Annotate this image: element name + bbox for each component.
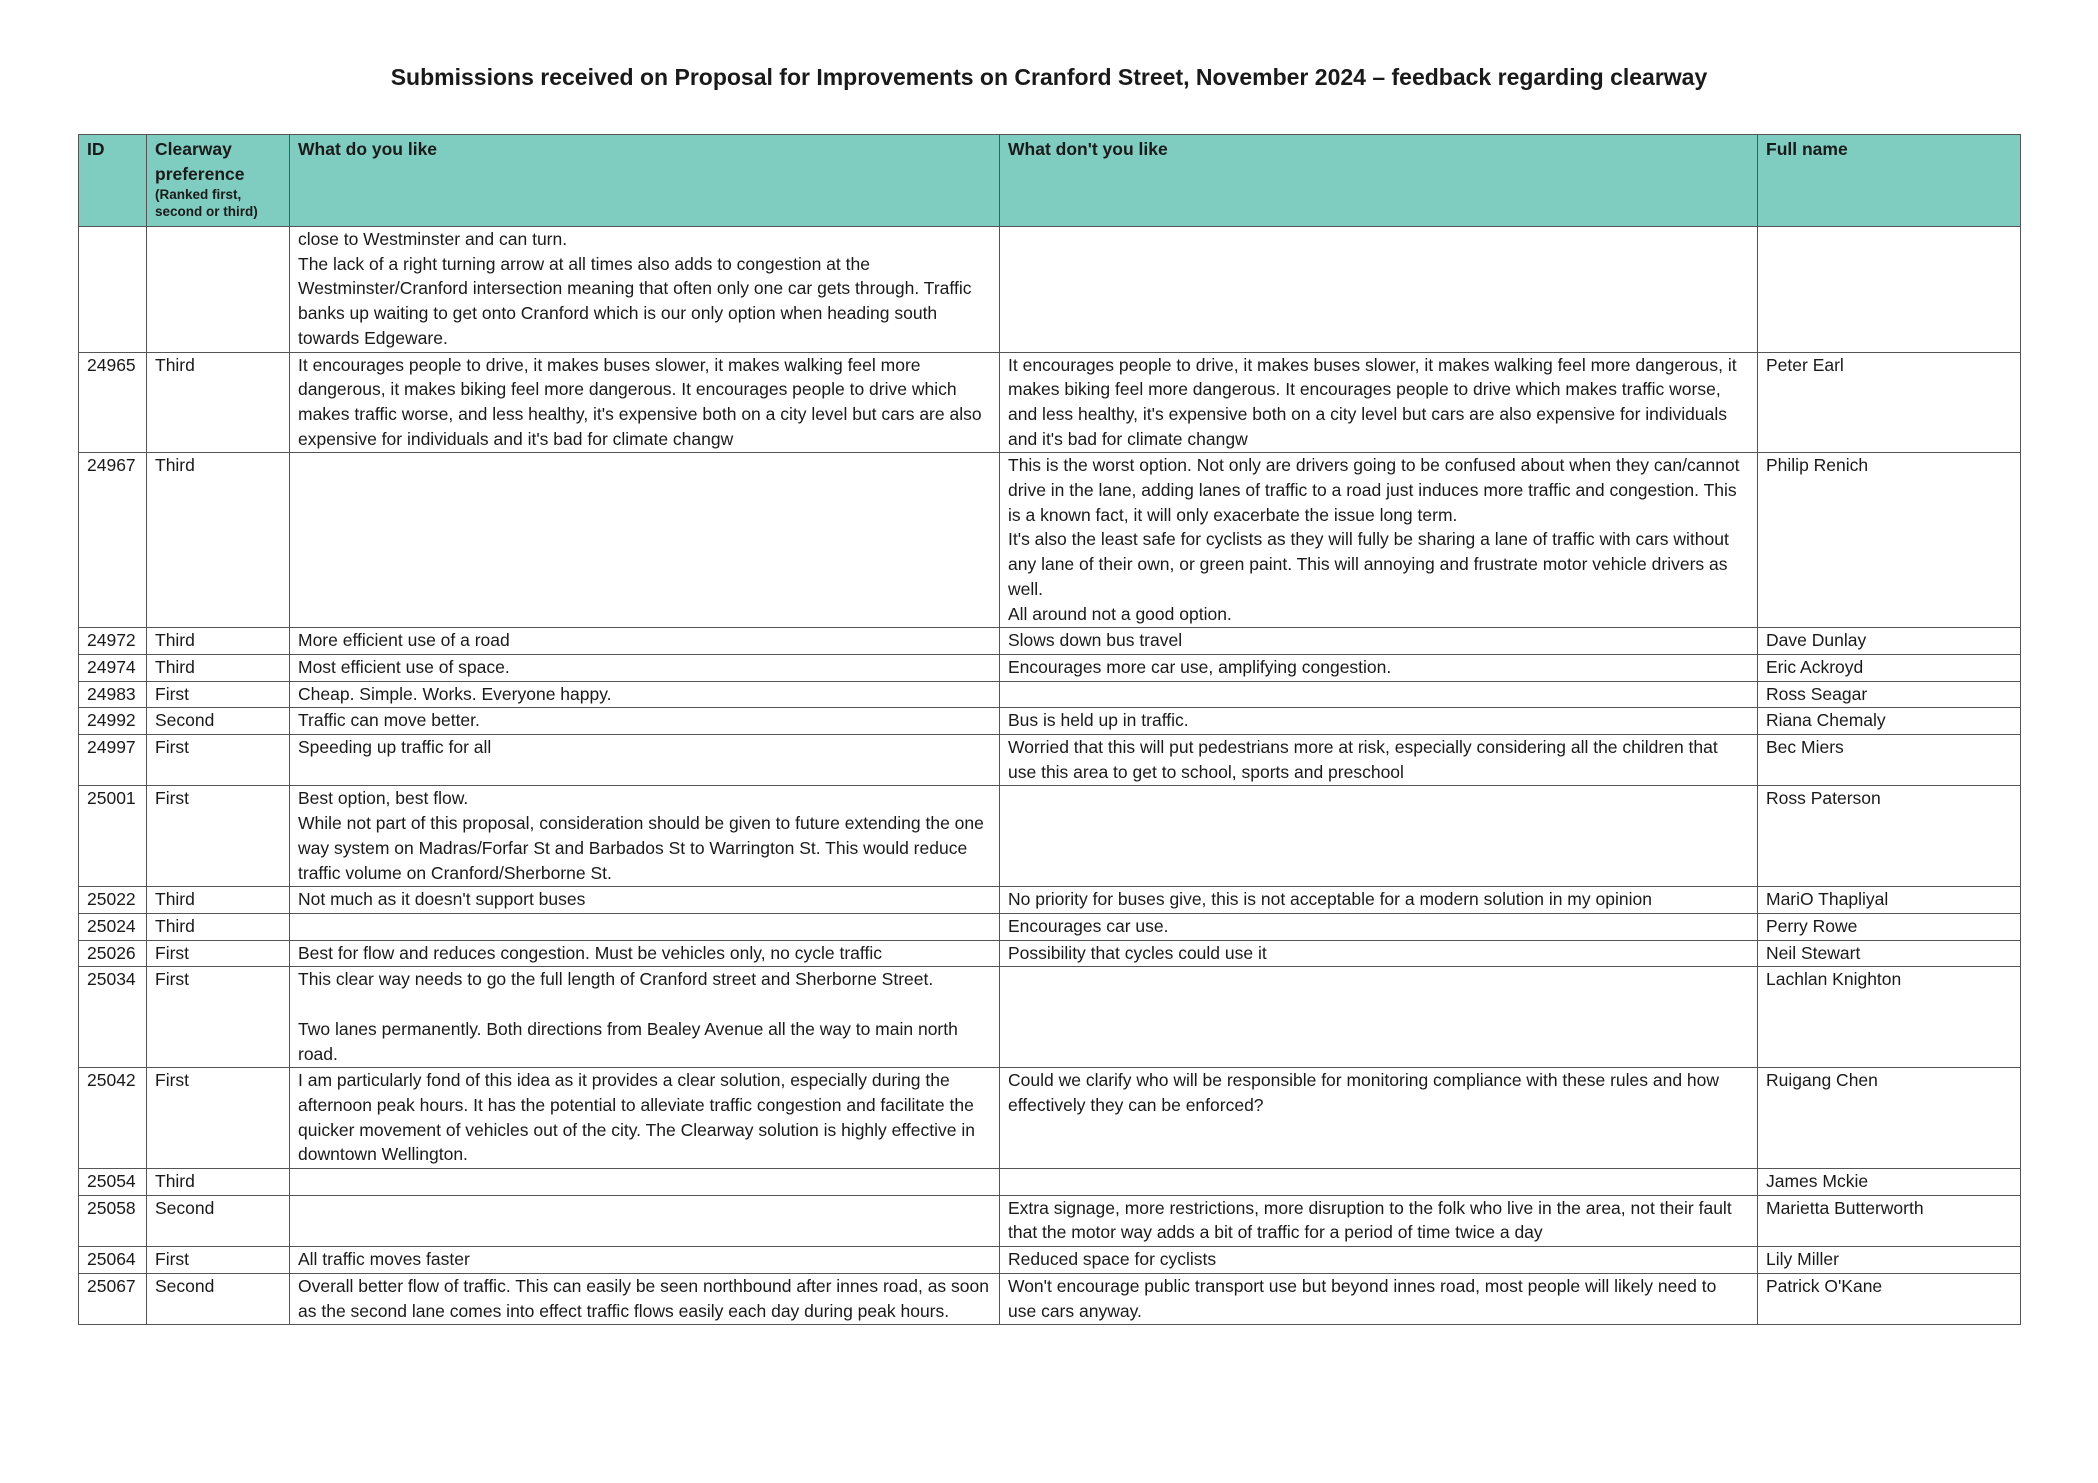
cell-dislike: Slows down bus travel	[1000, 628, 1758, 655]
cell-full-name: Lily Miller	[1758, 1247, 2021, 1274]
table-row	[79, 227, 2021, 353]
header-what-you-dont-like: What don't you like	[1000, 135, 1758, 227]
cell-preference: Second	[147, 1195, 290, 1246]
cell-id: 25034	[79, 967, 147, 1068]
cell-full-name: Neil Stewart	[1758, 940, 2021, 967]
header-id: ID	[79, 135, 147, 227]
header-pref-sublabel: (Ranked first, second or third)	[155, 187, 258, 220]
cell-full-name: Marietta Butterworth	[1758, 1195, 2021, 1246]
cell-like: This clear way needs to go the full length of Cranford street and Sherborne Street. Two lanes permanently. Both directions from Bealey Avenue all the way to main north road.	[290, 967, 1000, 1068]
table-row	[79, 1273, 2021, 1324]
cell-full-name: MariO Thapliyal	[1758, 887, 2021, 914]
cell-full-name: Philip Renich	[1758, 453, 2021, 628]
cell-preference: Third	[147, 887, 290, 914]
header-what-you-like: What do you like	[290, 135, 1000, 227]
cell-dislike: It encourages people to drive, it makes buses slower, it makes walking feel more dangerous, it makes biking feel more dangerous. It encourages people to drive which makes traffic worse, and less healthy, it's expensive both on a city level but cars are also expensive for individuals and it's bad for climate changw	[1000, 352, 1758, 453]
cell-like: More efficient use of a road	[290, 628, 1000, 655]
cell-id: 24997	[79, 735, 147, 786]
cell-id: 25067	[79, 1273, 147, 1324]
cell-full-name: Perry Rowe	[1758, 913, 2021, 940]
cell-like: Most efficient use of space.	[290, 654, 1000, 681]
cell-id: 24974	[79, 654, 147, 681]
table-row	[79, 786, 2021, 887]
cell-preference: Third	[147, 1169, 290, 1196]
cell-like: I am particularly fond of this idea as it provides a clear solution, especially during the afternoon peak hours. It has the potential to alleviate traffic congestion and facilitate the quicker movement of vehicles out of the city. The Clearway solution is highly effective in downtown Wellington.	[290, 1068, 1000, 1169]
cell-full-name: Ross Paterson	[1758, 786, 2021, 887]
cell-id: 25026	[79, 940, 147, 967]
cell-id: 25042	[79, 1068, 147, 1169]
cell-full-name: Riana Chemaly	[1758, 708, 2021, 735]
cell-preference: First	[147, 967, 290, 1068]
cell-like: Speeding up traffic for all	[290, 735, 1000, 786]
cell-preference: Third	[147, 628, 290, 655]
cell-id: 24983	[79, 681, 147, 708]
cell-preference: First	[147, 1247, 290, 1274]
cell-dislike	[1000, 1169, 1758, 1196]
table-row	[79, 628, 2021, 655]
cell-preference: Third	[147, 352, 290, 453]
table-row	[79, 1169, 2021, 1196]
cell-dislike: Won't encourage public transport use but beyond innes road, most people will likely need to use cars anyway.	[1000, 1273, 1758, 1324]
cell-like: All traffic moves faster	[290, 1247, 1000, 1274]
cell-dislike	[1000, 786, 1758, 887]
cell-like	[290, 913, 1000, 940]
cell-dislike: Bus is held up in traffic.	[1000, 708, 1758, 735]
cell-id	[79, 227, 147, 353]
cell-like: Not much as it doesn't support buses	[290, 887, 1000, 914]
cell-dislike: Worried that this will put pedestrians more at risk, especially considering all the children that use this area to get to school, sports and preschool	[1000, 735, 1758, 786]
cell-dislike	[1000, 967, 1758, 1068]
cell-full-name: Ross Seagar	[1758, 681, 2021, 708]
cell-like: close to Westminster and can turn. The lack of a right turning arrow at all times also adds to congestion at the Westminster/Cranford intersection meaning that often only one car gets through. Traffic banks up waiting to get onto Cranford which is our only option when heading south towards Edgeware.	[290, 227, 1000, 353]
cell-id: 24965	[79, 352, 147, 453]
header-clearway-preference	[147, 135, 290, 227]
table-row	[79, 967, 2021, 1068]
cell-id: 25001	[79, 786, 147, 887]
header-row	[79, 135, 2021, 227]
cell-like: It encourages people to drive, it makes buses slower, it makes walking feel more dangerous, it makes biking feel more dangerous. It encourages people to drive which makes traffic worse, and less healthy, it's expensive both on a city level but cars are also expensive for individuals and it's bad for climate changw	[290, 352, 1000, 453]
cell-like: Overall better flow of traffic. This can easily be seen northbound after innes road, as soon as the second lane comes into effect traffic flows easily each day during peak hours.	[290, 1273, 1000, 1324]
cell-full-name: Lachlan Knighton	[1758, 967, 2021, 1068]
table-row	[79, 654, 2021, 681]
cell-like	[290, 453, 1000, 628]
cell-dislike	[1000, 681, 1758, 708]
cell-preference: First	[147, 681, 290, 708]
cell-preference: Second	[147, 1273, 290, 1324]
cell-full-name: Peter Earl	[1758, 352, 2021, 453]
cell-like: Best option, best flow. While not part of this proposal, consideration should be given to future extending the one way system on Madras/Forfar St and Barbados St to Warrington St. This would reduce traffic volume on Cranford/Sherborne St.	[290, 786, 1000, 887]
cell-dislike: Possibility that cycles could use it	[1000, 940, 1758, 967]
cell-dislike: Encourages more car use, amplifying congestion.	[1000, 654, 1758, 681]
cell-id: 25058	[79, 1195, 147, 1246]
cell-full-name	[1758, 227, 2021, 353]
cell-id: 25054	[79, 1169, 147, 1196]
table-row	[79, 1247, 2021, 1274]
cell-preference: Third	[147, 453, 290, 628]
table-row	[79, 708, 2021, 735]
cell-id: 24967	[79, 453, 147, 628]
cell-id: 24992	[79, 708, 147, 735]
cell-preference: First	[147, 735, 290, 786]
cell-preference: First	[147, 1068, 290, 1169]
cell-dislike: Extra signage, more restrictions, more disruption to the folk who live in the area, not their fault that the motor way adds a bit of traffic for a period of time twice a day	[1000, 1195, 1758, 1246]
table-row	[79, 887, 2021, 914]
table-row	[79, 913, 2021, 940]
cell-like: Cheap. Simple. Works. Everyone happy.	[290, 681, 1000, 708]
cell-dislike: Encourages car use.	[1000, 913, 1758, 940]
cell-full-name: Dave Dunlay	[1758, 628, 2021, 655]
cell-preference: First	[147, 940, 290, 967]
cell-id: 25024	[79, 913, 147, 940]
cell-preference: Third	[147, 654, 290, 681]
cell-preference	[147, 227, 290, 353]
table-row	[79, 1195, 2021, 1246]
cell-id: 25064	[79, 1247, 147, 1274]
cell-like: Best for flow and reduces congestion. Must be vehicles only, no cycle traffic	[290, 940, 1000, 967]
header-pref-label: Clearway preference	[155, 139, 245, 184]
submissions-table	[78, 134, 2021, 1325]
cell-dislike: This is the worst option. Not only are drivers going to be confused about when they can/cannot drive in the lane, adding lanes of traffic to a road just induces more traffic and congestion. This is a known fact, it will only exacerbate the issue long term. It's also the least safe for cyclists as they will fully be sharing a lane of traffic with cars without any lane of their own, or green paint. This will annoying and frustrate motor vehicle drivers as well. All around not a good option.	[1000, 453, 1758, 628]
cell-preference: First	[147, 786, 290, 887]
cell-preference: Third	[147, 913, 290, 940]
cell-dislike: Reduced space for cyclists	[1000, 1247, 1758, 1274]
cell-dislike	[1000, 227, 1758, 353]
cell-full-name: Bec Miers	[1758, 735, 2021, 786]
table-row	[79, 940, 2021, 967]
table-row	[79, 453, 2021, 628]
table-body	[79, 227, 2021, 1325]
cell-preference: Second	[147, 708, 290, 735]
table-row	[79, 735, 2021, 786]
cell-like	[290, 1195, 1000, 1246]
cell-id: 25022	[79, 887, 147, 914]
header-full-name: Full name	[1758, 135, 2021, 227]
table-row	[79, 352, 2021, 453]
cell-dislike: No priority for buses give, this is not acceptable for a modern solution in my opinion	[1000, 887, 1758, 914]
page-title: Submissions received on Proposal for Improvements on Cranford Street, November 2024 – feedback regarding clearway	[390, 64, 1708, 90]
cell-full-name: Ruigang Chen	[1758, 1068, 2021, 1169]
cell-like: Traffic can move better.	[290, 708, 1000, 735]
table-row	[79, 1068, 2021, 1169]
table-header	[79, 135, 2021, 227]
cell-id: 24972	[79, 628, 147, 655]
cell-like	[290, 1169, 1000, 1196]
cell-dislike: Could we clarify who will be responsible for monitoring compliance with these rules and how effectively they can be enforced?	[1000, 1068, 1758, 1169]
cell-full-name: Eric Ackroyd	[1758, 654, 2021, 681]
cell-full-name: James Mckie	[1758, 1169, 2021, 1196]
table-row	[79, 681, 2021, 708]
cell-full-name: Patrick O'Kane	[1758, 1273, 2021, 1324]
